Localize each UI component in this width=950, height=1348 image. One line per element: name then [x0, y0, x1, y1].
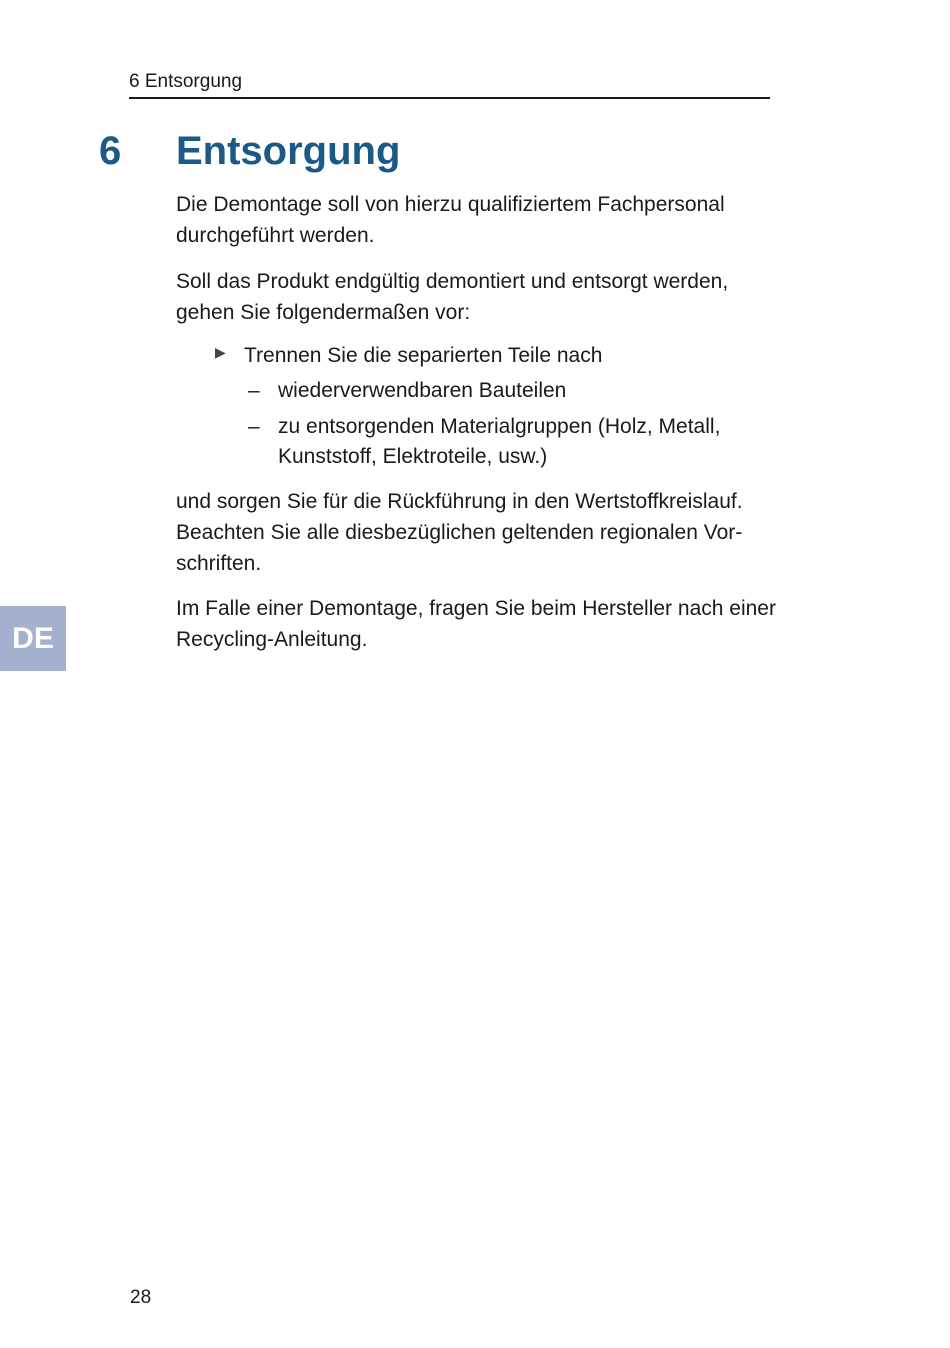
- language-tab: DE: [0, 606, 66, 671]
- running-header: 6 Entsorgung: [129, 70, 770, 99]
- paragraph-procedure-intro: Soll das Produkt endgültig demontiert und entsorgt werden, gehen Sie folgendermaßen vor:: [176, 270, 729, 324]
- list-item-text: wiederverwendbaren Bauteilen: [278, 379, 567, 402]
- page-number: 28: [130, 1287, 152, 1308]
- paragraph-qualified-personnel: Die Demontage soll von hierzu qualifiziertem Fachpersonal durchgeführt werden.: [176, 193, 725, 247]
- dash-marker: –: [248, 379, 260, 402]
- dash-marker: –: [248, 415, 260, 438]
- list-item-text: zu entsorgenden Materialgruppen (Holz, Metall, Kunststoff, Elektroteile, usw.): [278, 415, 721, 468]
- paragraph-manufacturer: Im Falle einer Demontage, fragen Sie beim Hersteller nach einer Recycling-Anleitung.: [176, 597, 776, 651]
- chapter-number: 6: [99, 129, 122, 173]
- triangle-right-icon: ▶: [215, 344, 226, 360]
- instruction-text: Trennen Sie die separierten Teile nach: [244, 344, 603, 367]
- paragraph-recycling: und sorgen Sie für die Rückführung in den Wertstoffkreislauf. Beachten Sie alle diesbezüglichen geltenden regionalen Vorschriften.: [176, 490, 743, 575]
- chapter-title: Entsorgung: [176, 129, 401, 173]
